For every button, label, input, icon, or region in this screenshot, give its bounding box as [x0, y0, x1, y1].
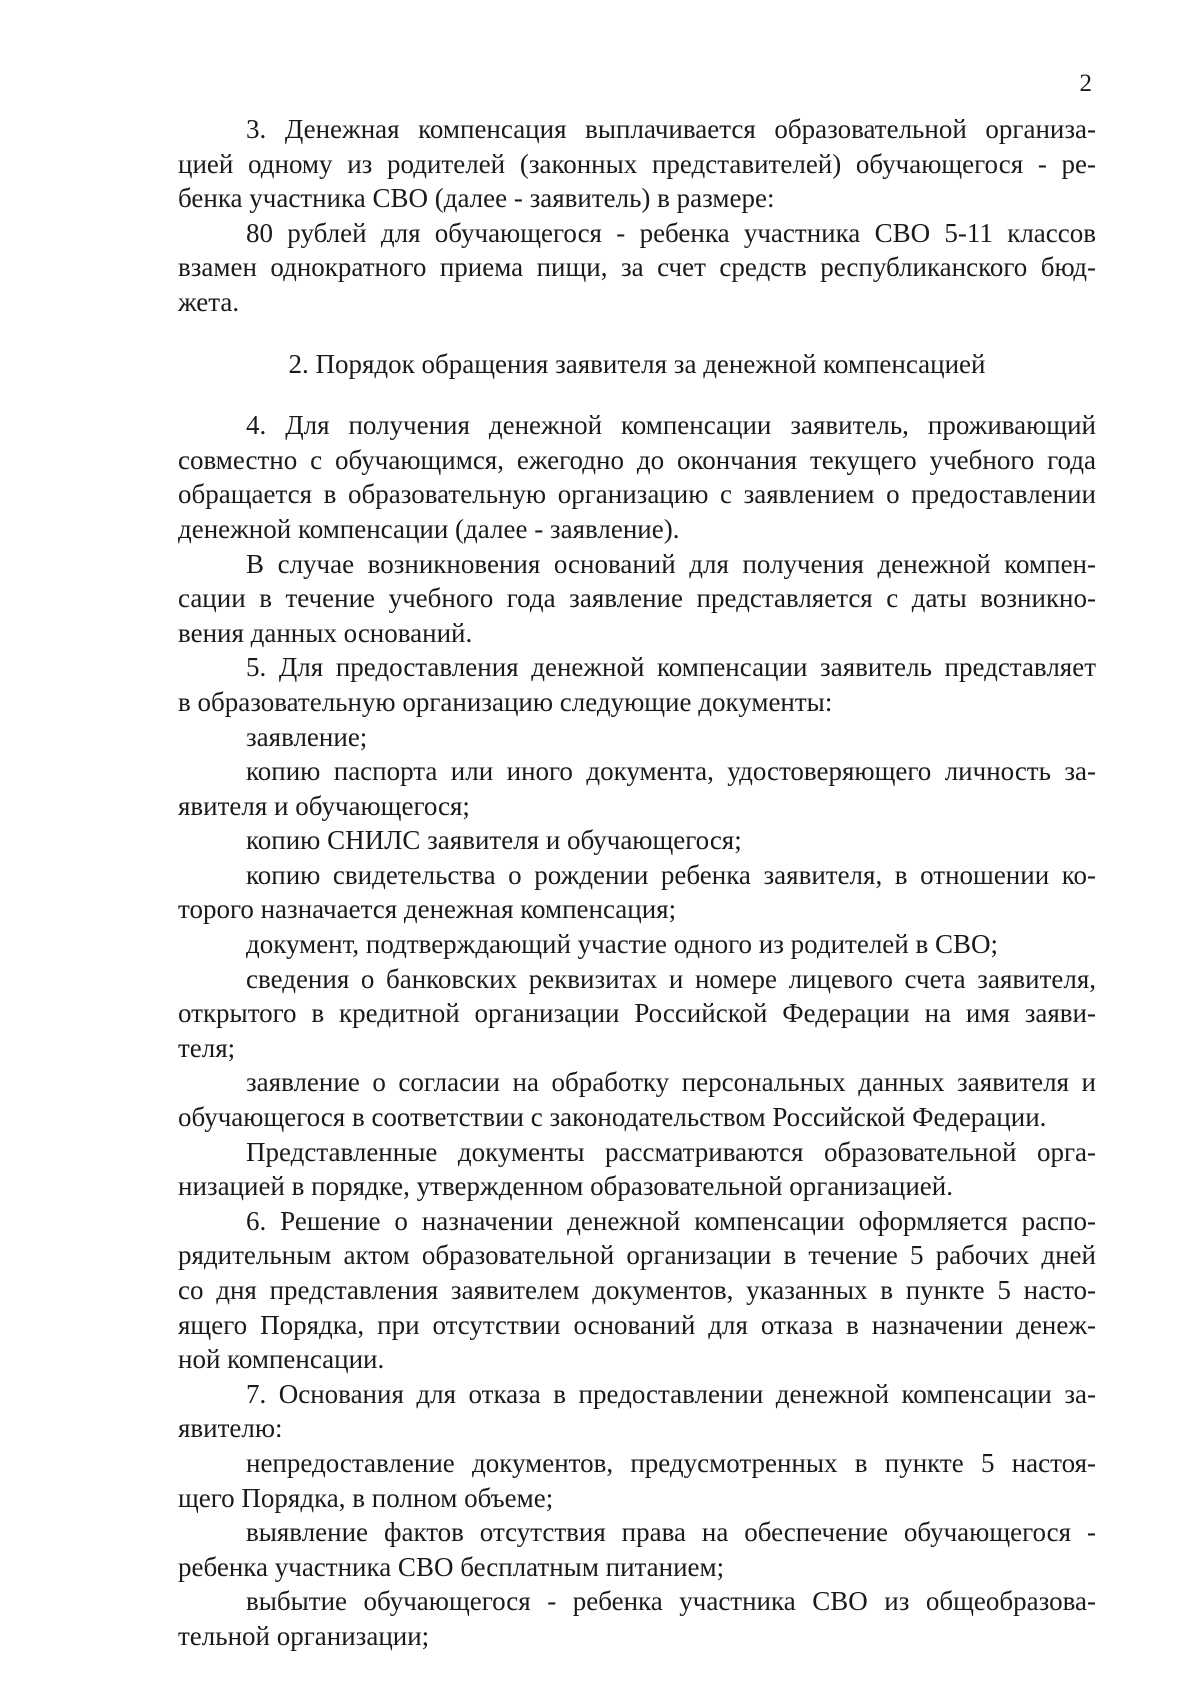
paragraph-p6	[178, 1204, 1096, 1377]
line-row	[178, 1377, 1096, 1412]
line-row	[178, 1619, 1096, 1654]
line-row	[178, 858, 1096, 893]
text-line: тельной организации;	[178, 1620, 430, 1651]
line-row	[178, 1481, 1096, 1516]
paragraph-p3	[178, 112, 1096, 216]
line-row	[178, 685, 1096, 720]
text-line: жета.	[178, 286, 240, 317]
line-row	[178, 1100, 1096, 1135]
text-line: торого назначается денежная компенсация;	[178, 894, 677, 925]
line-row	[178, 1584, 1096, 1619]
line-row	[178, 1204, 1096, 1239]
line-row	[178, 754, 1096, 789]
text-line: ящего Порядка, при отсутствии оснований для отказа в назначении денеж-	[178, 1309, 1096, 1340]
text-line: цией одному из родителей (законных представителей) обучающегося - ре-	[178, 148, 1096, 179]
line-row	[178, 1169, 1096, 1204]
text-line: 80 рублей для обучающегося - ребенка участника СВО 5-11 классов	[246, 217, 1096, 248]
text-line: сации в течение учебного года заявление представляется с даты возникно-	[178, 583, 1096, 614]
line-row	[178, 181, 1096, 216]
paragraph-p7-item-1	[178, 1446, 1096, 1515]
text-line: вения данных оснований.	[178, 617, 473, 648]
paragraph-p7-item-2	[178, 1515, 1096, 1584]
paragraph-p4	[178, 408, 1096, 546]
page-number: 2	[1079, 70, 1092, 97]
text-line: ной компенсации.	[178, 1344, 385, 1375]
text-line: 6. Решение о назначении денежной компенсации оформляется распо-	[246, 1205, 1096, 1236]
paragraph-p5	[178, 650, 1096, 719]
line-row	[178, 1273, 1096, 1308]
text-line: выбытие обучающегося - ребенка участника СВО из общеобразова-	[246, 1586, 1096, 1617]
text-line: непредоставление документов, предусмотренных в пункте 5 настоя-	[246, 1447, 1096, 1478]
text-line: документ, подтверждающий участие одного из родителей в СВО;	[246, 929, 998, 960]
document-body	[178, 112, 1096, 1654]
paragraph-p7-item-3	[178, 1584, 1096, 1653]
line-row	[178, 1446, 1096, 1481]
line-row	[178, 1308, 1096, 1343]
paragraph-p5-item-4	[178, 858, 1096, 927]
text-line: заявление;	[246, 721, 368, 752]
text-line: бенка участника СВО (далее - заявитель) в размере:	[178, 183, 775, 214]
text-line: заявление о согласии на обработку персональных данных заявителя и	[246, 1067, 1096, 1098]
line-row	[178, 616, 1096, 651]
text-line: ребенка участника СВО бесплатным питанием;	[178, 1551, 725, 1582]
paragraph-p4-case	[178, 547, 1096, 651]
paragraph-p5-review	[178, 1135, 1096, 1204]
line-row	[178, 650, 1096, 685]
paragraph-p5-item-6	[178, 962, 1096, 1066]
line-row	[178, 1065, 1096, 1100]
line-row	[178, 1031, 1096, 1066]
paragraph-p5-item-2	[178, 754, 1096, 823]
line-row	[178, 823, 1096, 858]
paragraph-p5-item-7	[178, 1065, 1096, 1134]
paragraph-p7	[178, 1377, 1096, 1446]
text-line: рядительным актом образовательной организации в течение 5 рабочих дней	[178, 1240, 1096, 1271]
text-line: сведения о банковских реквизитах и номере лицевого счета заявителя,	[246, 963, 1096, 994]
paragraph-p5-item-1	[178, 720, 1096, 755]
text-line: копию свидетельства о рождении ребенка заявителя, в отношении ко-	[246, 859, 1096, 890]
text-line: со дня представления заявителем документов, указанных в пункте 5 насто-	[178, 1275, 1096, 1305]
line-row	[178, 1238, 1096, 1273]
text-line: копию СНИЛС заявителя и обучающегося;	[246, 825, 742, 856]
text-line: Представленные документы рассматриваются образовательной орга-	[246, 1136, 1096, 1167]
line-row	[178, 927, 1096, 962]
text-line: открытого в кредитной организации Российской Федерации на имя заяви-	[178, 998, 1096, 1029]
line-row	[178, 443, 1096, 478]
line-row	[178, 512, 1096, 547]
line-row	[178, 1550, 1096, 1585]
text-line: выявление фактов отсутствия права на обеспечение обучающегося -	[246, 1517, 1096, 1548]
line-row	[178, 892, 1096, 927]
text-line: низацией в порядке, утвержденном образовательной организацией.	[178, 1171, 953, 1202]
text-line: в образовательную организацию следующие документы:	[178, 686, 833, 717]
text-line: обучающегося в соответствии с законодательством Российской Федерации.	[178, 1102, 1047, 1133]
line-row	[178, 581, 1096, 616]
text-line: явителя и обучающегося;	[178, 790, 470, 821]
text-line: совместно с обучающимся, ежегодно до окончания текущего учебного года	[178, 444, 1096, 475]
text-line: 7. Основания для отказа в предоставлении денежной компенсации за-	[246, 1378, 1096, 1409]
line-row	[178, 112, 1096, 147]
line-row	[178, 1515, 1096, 1550]
text-line: 4. Для получения денежной компенсации заявитель, проживающий	[246, 410, 1096, 441]
line-row	[178, 962, 1096, 997]
line-row	[178, 147, 1096, 182]
text-line: обращается в образовательную организацию с заявлением о предоставлении	[178, 479, 1096, 510]
line-row	[178, 216, 1096, 251]
line-row	[178, 996, 1096, 1031]
line-row	[178, 1135, 1096, 1170]
line-row	[178, 250, 1096, 285]
text-line: денежной компенсации (далее - заявление).	[178, 513, 680, 544]
line-row	[178, 547, 1096, 582]
text-line: 3. Денежная компенсация выплачивается образовательной организа-	[246, 114, 1096, 144]
line-row	[178, 720, 1096, 755]
text-line: щего Порядка, в полном объеме;	[178, 1482, 554, 1513]
text-line: 5. Для предоставления денежной компенсации заявитель представляет	[246, 652, 1096, 683]
text-line: явителю:	[178, 1413, 283, 1444]
paragraph-p3-amount	[178, 216, 1096, 320]
line-row	[178, 408, 1096, 443]
paragraph-p5-item-5	[178, 927, 1096, 962]
text-line: 2. Порядок обращения заявителя за денежной компенсацией	[288, 348, 986, 379]
line-row	[178, 1342, 1096, 1377]
line-row	[178, 1411, 1096, 1446]
section-heading	[178, 347, 1096, 382]
line-row	[178, 789, 1096, 824]
line-row	[178, 285, 1096, 320]
line-row	[178, 477, 1096, 512]
line-row	[178, 347, 1096, 382]
paragraph-p5-item-3	[178, 823, 1096, 858]
text-line: В случае возникновения оснований для получения денежной компен-	[246, 548, 1096, 579]
text-line: теля;	[178, 1032, 236, 1063]
text-line: взамен однократного приема пищи, за счет средств республиканского бюд-	[178, 252, 1096, 283]
text-line: копию паспорта или иного документа, удостоверяющего личность за-	[246, 756, 1096, 787]
